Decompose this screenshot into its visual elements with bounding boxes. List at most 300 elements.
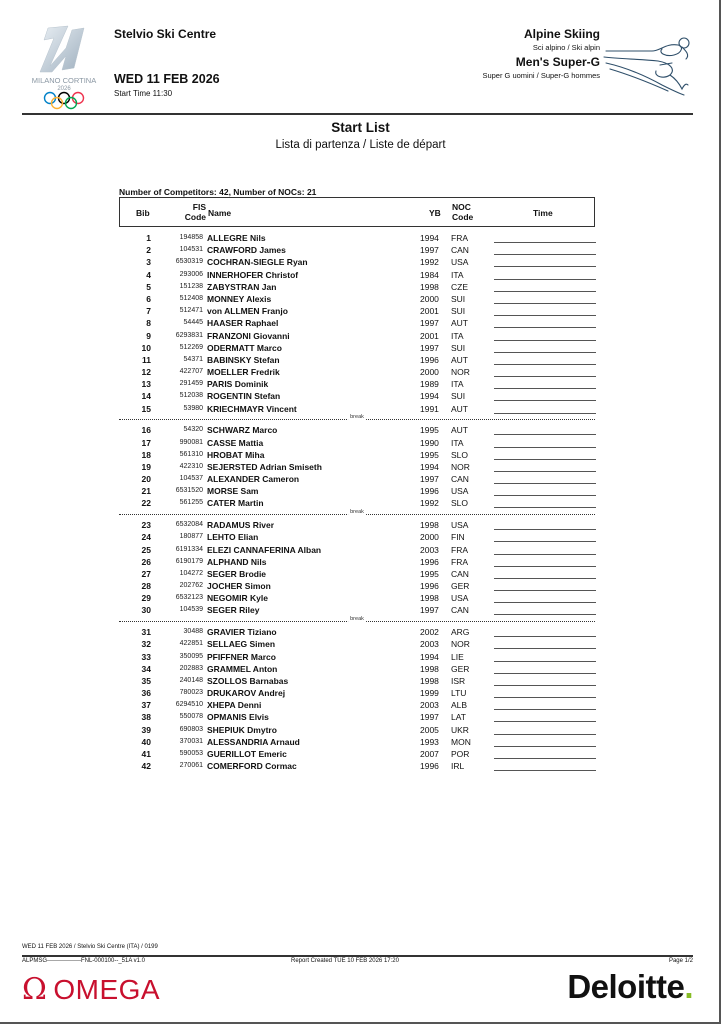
bib-cell: 28 [141,581,151,592]
bib-cell: 39 [141,724,151,735]
name-cell: OPMANIS Elvis [207,712,269,723]
name-cell: NEGOMIR Kyle [207,593,268,604]
fis-line1: FIS [192,202,206,212]
name-cell: SCHWARZ Marco [207,425,278,436]
bib-cell: 16 [141,425,151,436]
table-row [119,449,595,461]
year-of-birth-cell: 1996 [420,556,439,567]
time-entry-line [494,254,596,255]
deloitte-dot-icon: . [684,968,693,1005]
header-divider [22,113,693,115]
table-header [119,197,595,227]
break-label: break [350,508,364,515]
name-cell: SEGER Brodie [207,568,267,579]
fis-code-cell: 512038 [179,392,203,400]
sport-block [482,27,600,80]
table-row [119,651,595,663]
break-separator [119,415,595,425]
table-row [119,437,595,449]
year-of-birth-cell: 1991 [420,403,439,414]
bib-cell: 36 [141,688,151,699]
bib-cell: 34 [141,663,151,674]
time-entry-line [494,770,596,771]
noc-code-cell: SLO [451,449,469,460]
table-row [119,519,595,531]
fis-code-cell: 6530319 [175,258,203,266]
name-cell: MOELLER Fredrik [207,367,280,378]
name-cell: ALEXANDER Cameron [207,474,300,485]
name-cell: HAASER Raphael [207,318,279,329]
bib-cell: 23 [141,520,151,531]
document-title: Start List [331,120,390,135]
time-entry-line [494,590,596,591]
bib-cell: 27 [141,568,151,579]
time-entry-line [494,554,596,555]
column-header-noc-code [452,202,473,222]
fis-line2: Code [184,212,206,222]
name-cell: GRAMMEL Anton [207,663,278,674]
year-of-birth-cell: 1989 [420,379,439,390]
bib-cell: 42 [141,761,151,772]
name-cell: SEGER Riley [207,605,260,616]
break-label: break [350,413,364,420]
time-entry-line [494,734,596,735]
noc-code-cell: CAN [451,568,469,579]
bib-cell: 17 [141,437,151,448]
time-entry-line [494,507,596,508]
year-of-birth-cell: 2000 [420,293,439,304]
table-row [119,293,595,305]
fis-code-cell: 350095 [179,652,203,660]
year-of-birth-cell: 2005 [420,724,439,735]
fis-code-cell: 54371 [183,355,203,363]
fis-code-cell: 180877 [179,533,203,541]
break-separator [119,510,595,520]
fis-code-cell: 54445 [183,319,203,327]
fis-code-cell: 422707 [179,368,203,376]
year-of-birth-cell: 1996 [420,486,439,497]
table-row [119,556,595,568]
start-list-rows [119,232,595,772]
omega-symbol-icon: Ω [22,972,48,1007]
bib-cell: 4 [146,269,151,280]
report-created: Report Created TUE 10 FEB 2026 17:20 [291,958,399,964]
noc-code-cell: LAT [451,712,466,723]
year-of-birth-cell: 1998 [420,663,439,674]
footer-divider [22,955,693,957]
fis-code-cell: 6191334 [175,545,203,553]
time-entry-line [494,529,596,530]
fis-code-cell: 370031 [179,737,203,745]
time-entry-line [494,697,596,698]
name-cell: CASSE Mattia [207,437,264,448]
year-of-birth-cell: 1994 [420,651,439,662]
time-entry-line [494,266,596,267]
bib-cell: 13 [141,379,151,390]
year-of-birth-cell: 1997 [420,245,439,256]
table-row [119,366,595,378]
name-cell: COCHRAN-SIEGLE Ryan [207,257,308,268]
noc-code-cell: USA [451,257,469,268]
bib-cell: 14 [141,391,151,402]
name-cell: SHEPIUK Dmytro [207,724,277,735]
table-row [119,342,595,354]
name-cell: SELLAEG Simen [207,639,276,650]
bib-cell: 22 [141,498,151,509]
bib-cell: 1 [146,233,151,243]
table-row [119,675,595,687]
bib-cell: 10 [141,342,151,353]
noc-code-cell: AUT [451,403,468,414]
bib-cell: 38 [141,712,151,723]
time-entry-line [494,709,596,710]
event-translations: Super G uomini / Super-G hommes [482,71,600,80]
year-of-birth-cell: 1997 [420,342,439,353]
year-of-birth-cell: 1999 [420,688,439,699]
bib-cell: 11 [142,354,151,365]
noc-code-cell: ITA [451,269,464,280]
name-cell: ALLEGRE Nils [207,233,266,243]
time-entry-line [494,376,596,377]
break-label: break [350,615,364,622]
time-entry-line [494,447,596,448]
table-row [119,760,595,772]
table-row [119,711,595,723]
fis-code-cell: 512471 [179,307,203,315]
column-header-name: Name [208,208,232,218]
bib-cell: 41 [141,749,151,759]
fis-code-cell: 512408 [179,294,203,302]
table-row [119,626,595,638]
time-entry-line [494,495,596,496]
time-entry-line [494,566,596,567]
omega-logo [22,972,160,1007]
year-of-birth-cell: 1998 [420,675,439,686]
column-header-fis-code [176,202,206,222]
year-of-birth-cell: 1990 [420,437,439,448]
bib-cell: 20 [141,474,151,485]
table-row [119,580,595,592]
sport-title: Alpine Skiing [523,27,600,41]
year-of-birth-cell: 1995 [420,425,439,436]
bib-cell: 40 [141,736,151,747]
svg-text:2026: 2026 [57,86,71,92]
bib-cell: 25 [141,544,151,555]
year-of-birth-cell: 2000 [420,367,439,378]
fis-code-cell: 780023 [179,689,203,697]
fis-code-cell: 202762 [179,582,203,590]
fis-code-cell: 6294510 [175,701,203,709]
fis-code-cell: 6293831 [175,331,203,339]
fis-code-cell: 270061 [179,762,203,770]
break-separator [119,617,595,627]
bib-cell: 5 [146,281,151,292]
name-cell: RADAMUS River [207,520,275,531]
start-time: Start Time 11:30 [114,89,173,98]
year-of-birth-cell: 1995 [420,568,439,579]
noc-code-cell: CAN [451,474,469,485]
alpine-skier-pictogram-icon [600,35,700,105]
noc-code-cell: NOR [451,639,470,650]
noc-code-cell: SUI [451,391,466,402]
footer-event-info: WED 11 FEB 2026 / Stelvio Ski Centre (ITA) / 0199 [22,944,158,950]
bib-cell: 7 [146,306,151,317]
noc-code-cell: SUI [451,293,466,304]
event-date: WED 11 FEB 2026 [114,72,220,86]
name-cell: CRAWFORD James [207,245,286,256]
year-of-birth-cell: 1998 [420,281,439,292]
bib-cell: 35 [141,675,151,686]
name-cell: MORSE Sam [207,486,259,497]
name-cell: von ALLMEN Franjo [207,306,288,317]
bib-cell: 31 [141,627,151,638]
time-entry-line [494,352,596,353]
year-of-birth-cell: 1996 [420,581,439,592]
time-entry-line [494,315,596,316]
fis-code-cell: 422851 [179,640,203,648]
page-number: Page 1/2 [668,958,693,964]
year-of-birth-cell: 1994 [420,233,439,243]
table-row [119,748,595,760]
time-entry-line [494,434,596,435]
year-of-birth-cell: 1992 [420,257,439,268]
bib-cell: 8 [146,318,151,329]
noc-code-cell: FRA [451,544,468,555]
fis-code-cell: 561310 [179,450,203,458]
bib-cell: 15 [141,403,151,414]
noc-line2: Code [452,212,474,222]
fis-code-cell: 104539 [179,606,203,614]
year-of-birth-cell: 1996 [420,761,439,772]
name-cell: SEJERSTED Adrian Smiseth [207,461,322,472]
year-of-birth-cell: 2001 [420,330,439,341]
noc-code-cell: AUT [451,425,468,436]
table-row [119,330,595,342]
name-cell: ALESSANDRIA Arnaud [207,736,300,747]
fis-code-cell: 30488 [183,628,203,636]
name-cell: FRANZONI Giovanni [207,330,290,341]
bib-cell: 9 [146,330,151,341]
year-of-birth-cell: 1997 [420,605,439,616]
noc-code-cell: POR [451,749,470,759]
time-entry-line [494,483,596,484]
year-of-birth-cell: 2007 [420,749,439,759]
document-subtitle: Lista di partenza / Liste de départ [275,139,446,151]
time-entry-line [494,459,596,460]
noc-line1: NOC [452,202,471,212]
table-row [119,568,595,580]
name-cell: SZOLLOS Barnabas [207,675,289,686]
noc-code-cell: NOR [451,461,470,472]
table-row [119,663,595,675]
table-row [119,244,595,256]
noc-code-cell: ITA [451,437,464,448]
time-entry-line [494,242,596,243]
name-cell: ODERMATT Marco [207,342,282,353]
noc-code-cell: SLO [451,498,469,509]
fis-code-cell: 54320 [183,426,203,434]
bib-cell: 37 [141,700,151,711]
time-entry-line [494,602,596,603]
table-row [119,317,595,329]
noc-code-cell: CAN [451,245,469,256]
time-entry-line [494,661,596,662]
bib-cell: 6 [146,293,151,304]
noc-code-cell: FIN [451,532,465,543]
fis-code-cell: 512269 [179,343,203,351]
year-of-birth-cell: 1998 [420,593,439,604]
year-of-birth-cell: 2003 [420,544,439,555]
table-row [119,256,595,268]
milano-cortina-logo [26,22,102,114]
deloitte-logo [567,968,693,1006]
year-of-birth-cell: 1998 [420,520,439,531]
time-entry-line [494,541,596,542]
competitor-summary: Number of Competitors: 42, Number of NOCs: 21 [119,187,317,197]
noc-code-cell: UKR [451,724,469,735]
name-cell: HROBAT Miha [207,449,265,460]
fis-code-cell: 293006 [179,270,203,278]
time-entry-line [494,746,596,747]
name-cell: KRIECHMAYR Vincent [207,403,297,414]
name-cell: COMERFORD Cormac [207,761,297,772]
time-entry-line [494,388,596,389]
fis-code-cell: 151238 [179,282,203,290]
name-cell: ROGENTIN Stefan [207,391,281,402]
fis-code-cell: 240148 [179,676,203,684]
noc-code-cell: SUI [451,342,466,353]
time-entry-line [494,685,596,686]
table-row [119,424,595,436]
bib-cell: 12 [141,367,151,378]
fis-code-cell: 6190179 [175,557,203,565]
time-entry-line [494,327,596,328]
table-row [119,687,595,699]
noc-code-cell: ITA [451,379,464,390]
name-cell: PARIS Dominik [207,379,269,390]
year-of-birth-cell: 2002 [420,627,439,638]
fis-code-cell: 6532084 [175,521,203,529]
fis-code-cell: 590053 [179,750,203,757]
fis-code-cell: 550078 [179,713,203,721]
deloitte-wordmark: Deloitte [567,968,685,1005]
noc-code-cell: CZE [451,281,468,292]
year-of-birth-cell: 1992 [420,498,439,509]
noc-code-cell: FRA [451,556,468,567]
time-entry-line [494,758,596,759]
table-row [119,485,595,497]
time-entry-line [494,364,596,365]
bib-cell: 3 [146,257,151,268]
table-row [119,473,595,485]
name-cell: ZABYSTRAN Jan [207,281,277,292]
bib-cell: 32 [141,639,151,650]
table-row [119,736,595,748]
fis-code-cell: 53980 [183,404,203,412]
year-of-birth-cell: 2003 [420,639,439,650]
table-row [119,638,595,650]
time-entry-line [494,340,596,341]
noc-code-cell: SUI [451,306,466,317]
fis-code-cell: 104537 [179,475,203,483]
noc-code-cell: AUT [451,318,468,329]
svg-text:MILANO CORTINA: MILANO CORTINA [31,76,97,85]
fis-code-cell: 690803 [179,725,203,733]
fis-code-cell: 6531520 [175,487,203,495]
year-of-birth-cell: 1997 [420,318,439,329]
table-row [119,269,595,281]
bib-cell: 18 [141,449,151,460]
noc-code-cell: ALB [451,700,468,711]
table-row [119,232,595,244]
year-of-birth-cell: 1984 [420,269,439,280]
noc-code-cell: FRA [451,233,468,243]
bib-cell: 29 [141,593,151,604]
bib-cell: 26 [141,556,151,567]
name-cell: GRAVIER Tiziano [207,627,277,638]
noc-code-cell: NOR [451,367,470,378]
table-row [119,531,595,543]
event-title: Men's Super-G [515,55,600,69]
year-of-birth-cell: 1996 [420,354,439,365]
omega-wordmark: OMEGA [53,974,161,1005]
name-cell: MONNEY Alexis [207,293,272,304]
noc-code-cell: USA [451,486,469,497]
year-of-birth-cell: 1995 [420,449,439,460]
table-row [119,699,595,711]
name-cell: DRUKAROV Andrej [207,688,286,699]
name-cell: GUERILLOT Emeric [207,749,287,759]
bib-cell: 21 [141,486,151,497]
year-of-birth-cell: 1997 [420,474,439,485]
name-cell: JOCHER Simon [207,581,271,592]
fis-code-cell: 422310 [179,462,203,470]
time-entry-line [494,400,596,401]
name-cell: XHEPA Denni [207,700,262,711]
noc-code-cell: AUT [451,354,468,365]
noc-code-cell: MON [451,736,471,747]
bib-cell: 33 [141,651,151,662]
time-entry-line [494,673,596,674]
time-entry-line [494,614,596,615]
noc-code-cell: GER [451,581,470,592]
table-row [119,281,595,293]
column-header-yb: YB [429,208,441,218]
time-entry-line [494,471,596,472]
table-row [119,378,595,390]
bib-cell: 30 [141,605,151,616]
table-row [119,544,595,556]
table-row [119,461,595,473]
time-entry-line [494,413,596,414]
noc-code-cell: USA [451,520,469,531]
fis-code-cell: 990081 [179,438,203,446]
time-entry-line [494,636,596,637]
fis-code-cell: 6532123 [175,594,203,602]
noc-code-cell: IRL [451,761,465,772]
year-of-birth-cell: 2001 [420,306,439,317]
noc-code-cell: GER [451,663,470,674]
table-row [119,354,595,366]
time-entry-line [494,578,596,579]
time-entry-line [494,648,596,649]
fis-code-cell: 104531 [179,246,203,254]
fis-code-cell: 194858 [179,234,203,241]
name-cell: PFIFFNER Marco [207,651,276,662]
noc-code-cell: LIE [451,651,464,662]
table-row [119,724,595,736]
year-of-birth-cell: 1997 [420,712,439,723]
